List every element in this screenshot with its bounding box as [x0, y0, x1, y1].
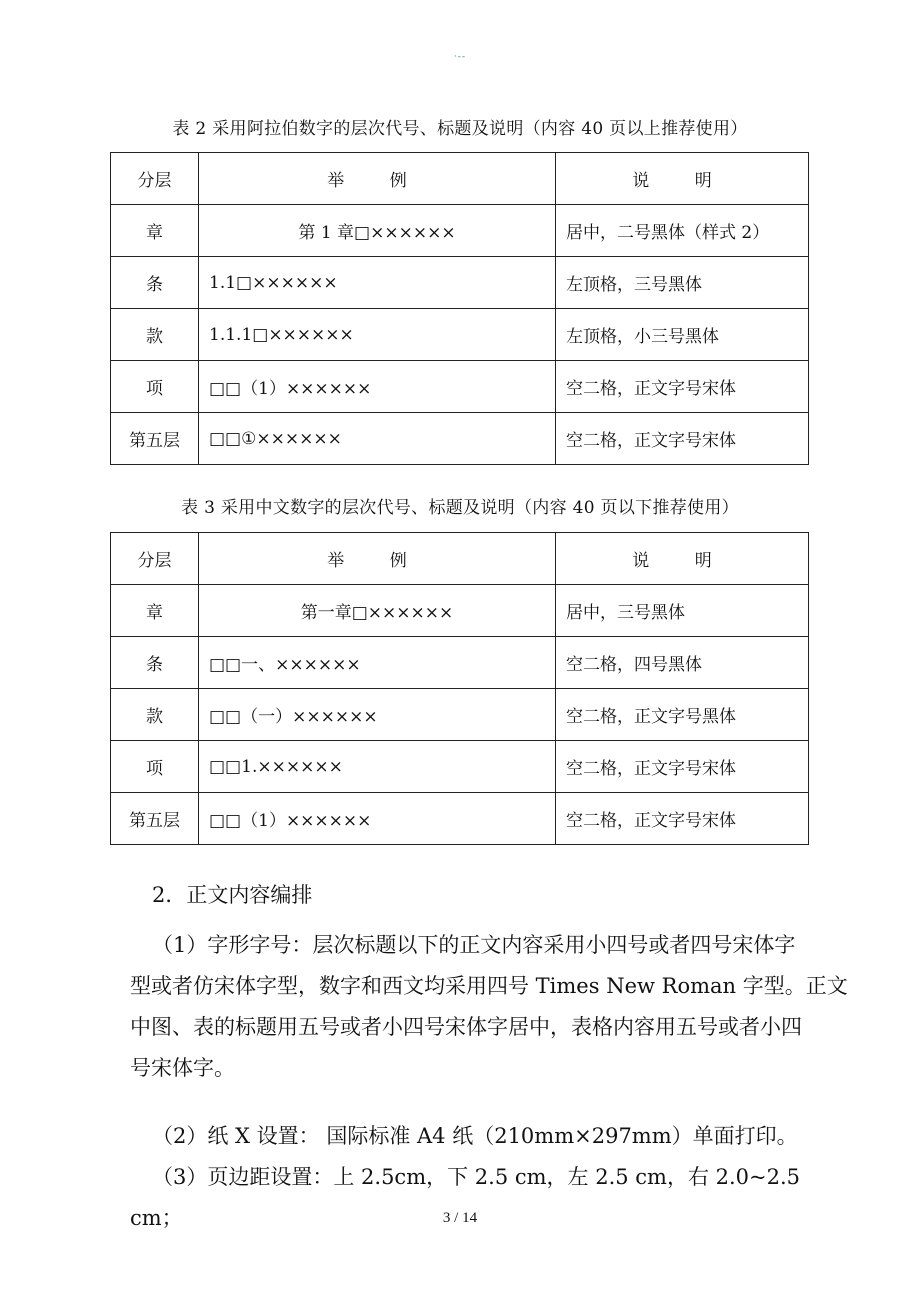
- paragraph-line: （1）字形字号：层次标题以下的正文内容采用小四号或者四号宋体字: [152, 933, 796, 957]
- example-cell: 1.1□××××××: [199, 257, 556, 309]
- layer-cell: 章: [111, 205, 199, 257]
- description-cell: 左顶格，三号黑体: [556, 257, 809, 309]
- layer-cell: 条: [111, 257, 199, 309]
- layer-cell: 项: [111, 361, 199, 413]
- description-cell: 空二格，正文字号黑体: [556, 689, 809, 741]
- description-cell: 空二格，正文字号宋体: [556, 413, 809, 465]
- header-cell: 分层: [111, 153, 199, 205]
- paragraph-margin-setting: （3）页边距设置：上 2.5cm，下 2.5 cm，左 2.5 cm，右 2.0~2.5 cm；: [130, 1165, 801, 1230]
- example-cell: 第一章□××××××: [199, 585, 556, 637]
- header-cell: 说 明: [556, 153, 809, 205]
- layer-cell: 第五层: [111, 793, 199, 845]
- description-cell: 空二格，四号黑体: [556, 637, 809, 689]
- example-cell: □□①××××××: [199, 413, 556, 465]
- description-cell: 居中，二号黑体（样式 2）: [556, 205, 809, 257]
- layer-cell: 第五层: [111, 413, 199, 465]
- table-2: [110, 152, 809, 465]
- description-cell: 空二格，正文字号宋体: [556, 793, 809, 845]
- table-row: [111, 689, 809, 741]
- header-mark: ·--: [453, 52, 467, 62]
- layer-cell: 款: [111, 309, 199, 361]
- example-cell: □□1.××××××: [199, 741, 556, 793]
- table-row: [111, 741, 809, 793]
- header-cell: 分层: [111, 533, 199, 585]
- layer-cell: 款: [111, 689, 199, 741]
- table-header-row: [111, 153, 809, 205]
- section-heading: 2．正文内容编排: [152, 883, 313, 907]
- paragraph-line: 号宋体字。: [130, 1056, 235, 1080]
- paragraph-font-size: [130, 925, 848, 1089]
- example-cell: 1.1.1□××××××: [199, 309, 556, 361]
- example-cell: □□一、××××××: [199, 637, 556, 689]
- example-cell: □□（1）××××××: [199, 793, 556, 845]
- table-row: [111, 585, 809, 637]
- page-number: 3 / 14: [442, 1210, 478, 1226]
- table-row: [111, 793, 809, 845]
- table-row: [111, 257, 809, 309]
- header-cell: 举 例: [199, 153, 556, 205]
- table-row: [111, 413, 809, 465]
- paragraph-line: 中图、表的标题用五号或者小四号宋体字居中，表格内容用五号或者小四: [130, 1015, 802, 1039]
- description-cell: 左顶格，小三号黑体: [556, 309, 809, 361]
- layer-cell: 项: [111, 741, 199, 793]
- example-cell: □□（1）××××××: [199, 361, 556, 413]
- header-cell: 说 明: [556, 533, 809, 585]
- description-cell: 空二格，正文字号宋体: [556, 741, 809, 793]
- table-3-caption: 表 3 采用中文数字的层次代号、标题及说明（内容 40 页以下推荐使用）: [181, 498, 739, 518]
- example-cell: 第 1 章□××××××: [199, 205, 556, 257]
- description-cell: 空二格，正文字号宋体: [556, 361, 809, 413]
- paragraph-paper-setting: （2）纸 X 设置： 国际标准 A4 纸（210mm×297mm）单面打印。: [152, 1124, 798, 1148]
- table-header-row: [111, 533, 809, 585]
- description-cell: 居中，三号黑体: [556, 585, 809, 637]
- table-row: [111, 309, 809, 361]
- table-row: [111, 205, 809, 257]
- layer-cell: 条: [111, 637, 199, 689]
- table-row: [111, 361, 809, 413]
- table-2-caption: 表 2 采用阿拉伯数字的层次代号、标题及说明（内容 40 页以上推荐使用）: [172, 119, 748, 139]
- layer-cell: 章: [111, 585, 199, 637]
- header-cell: 举 例: [199, 533, 556, 585]
- table-3: [110, 532, 809, 845]
- table-row: [111, 637, 809, 689]
- example-cell: □□（一）××××××: [199, 689, 556, 741]
- paragraph-line: 型或者仿宋体字型，数字和西文均采用四号 Times New Roman 字型。正文: [130, 974, 848, 998]
